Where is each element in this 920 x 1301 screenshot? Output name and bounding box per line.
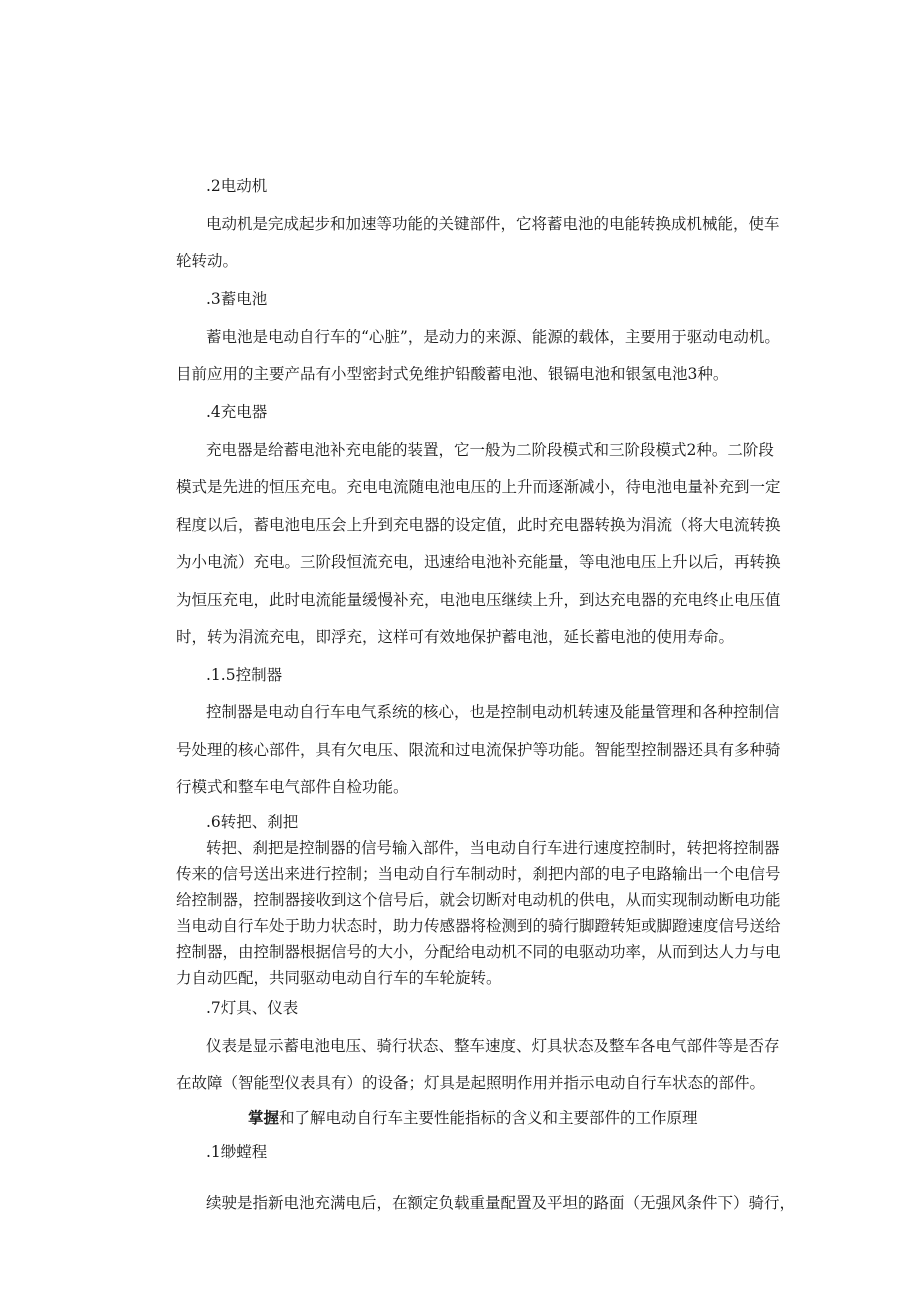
section-heading-range: .1缈螳程 (206, 1143, 268, 1161)
paragraph-line: 控制器是电动自行车电气系统的核心，也是控制电动机转速及能量管理和各种控制信 (206, 703, 780, 721)
paragraph-line: 传来的信号送出来进行控制；当电动自行车制动时，刹把内部的电子电路输出一个电信号 (176, 865, 781, 883)
title-bold-part: 掌握 (248, 1108, 280, 1127)
paragraph-line: 时，转为涓流充电，即浮充，这样可有效地保护蓄电池，延长蓄电池的使用寿命。 (176, 628, 735, 646)
paragraph-line: 力自动匹配，共同驱动电动自行车的车轮旋转。 (176, 969, 502, 987)
paragraph-line: 目前应用的主要产品有小型密封式免维护铅酸蓄电池、银镉电池和银氢电池3种。 (176, 365, 729, 383)
paragraph-line: 在故障（智能型仪表具有）的设备；灯具是起照明作用并指示电动自行车状态的部件。 (176, 1074, 766, 1092)
paragraph-line: 轮转动。 (176, 252, 239, 270)
section-heading-controller: .1.5控制器 (206, 666, 283, 684)
paragraph-line: 为恒压充电，此时电流能量缓慢补充，电池电压继续上升，到达充电器的充电终止电压值 (176, 591, 781, 609)
paragraph-line: 转把、刹把是控制器的信号输入部件，当电动自行车进行速度控制时，转把将控制器 (206, 839, 780, 857)
paragraph-line: 电动机是完成起步和加速等功能的关键部件，它将蓄电池的电能转换成机械能，使车 (206, 215, 780, 233)
paragraph-line: 程度以后，蓄电池电压会上升到充电器的设定值，此时充电器转换为涓流（将大电流转换 (176, 516, 781, 534)
section-heading-lights: .7灯具、仪表 (206, 999, 299, 1017)
paragraph-line: 模式是先进的恒压充电。充电电流随电池电压的上升而逐渐减小，待电池电量补充到一定 (176, 478, 781, 496)
paragraph-line: 续驶是指新电池充满电后，在额定负载重量配置及平坦的路面（无强风条件下）骑行， (206, 1194, 796, 1212)
section-heading-battery: .3蓄电池 (206, 290, 268, 308)
paragraph-line: 当电动自行车处于助力状态时，助力传感器将检测到的骑行脚蹬转矩或脚蹬速度信号送给 (176, 917, 781, 935)
paragraph-line: 给控制器，控制器接收到这个信号后，就会切断对电动机的供电，从而实现制动断电功能 (176, 891, 781, 909)
paragraph-line: 行模式和整车电气部件自检功能。 (176, 778, 409, 796)
paragraph-line: 充电器是给蓄电池补充电能的装置，它一般为二阶段模式和三阶段模式2种。二阶段 (206, 441, 774, 459)
paragraph-line: 号处理的核心部件，具有欠电压、限流和过电流保护等功能。智能型控制器还具有多种骑 (176, 741, 781, 759)
paragraph-line: 仪表是显示蓄电池电压、骑行状态、整车速度、灯具状态及整车各电气部件等是否存 (206, 1037, 780, 1055)
subsection-title (248, 1108, 698, 1128)
title-rest: 和了解电动自行车主要性能指标的含义和主要部件的工作原理 (279, 1109, 698, 1127)
section-heading-handle: .6转把、刹把 (206, 813, 299, 831)
paragraph-line: 控制器，由控制器根据信号的大小，分配给电动机不同的电驱动功率，从而到达人力与电 (176, 943, 781, 961)
section-heading-motor: .2电动机 (206, 177, 268, 195)
paragraph-line: 为小电流）充电。三阶段恒流充电，迅速给电池补充能量，等电池电压上升以后，再转换 (176, 553, 781, 571)
section-heading-charger: .4充电器 (206, 403, 268, 421)
paragraph-line: 蓄电池是电动自行车的“心脏”，是动力的来源、能源的载体，主要用于驱动电动机。 (206, 328, 780, 346)
